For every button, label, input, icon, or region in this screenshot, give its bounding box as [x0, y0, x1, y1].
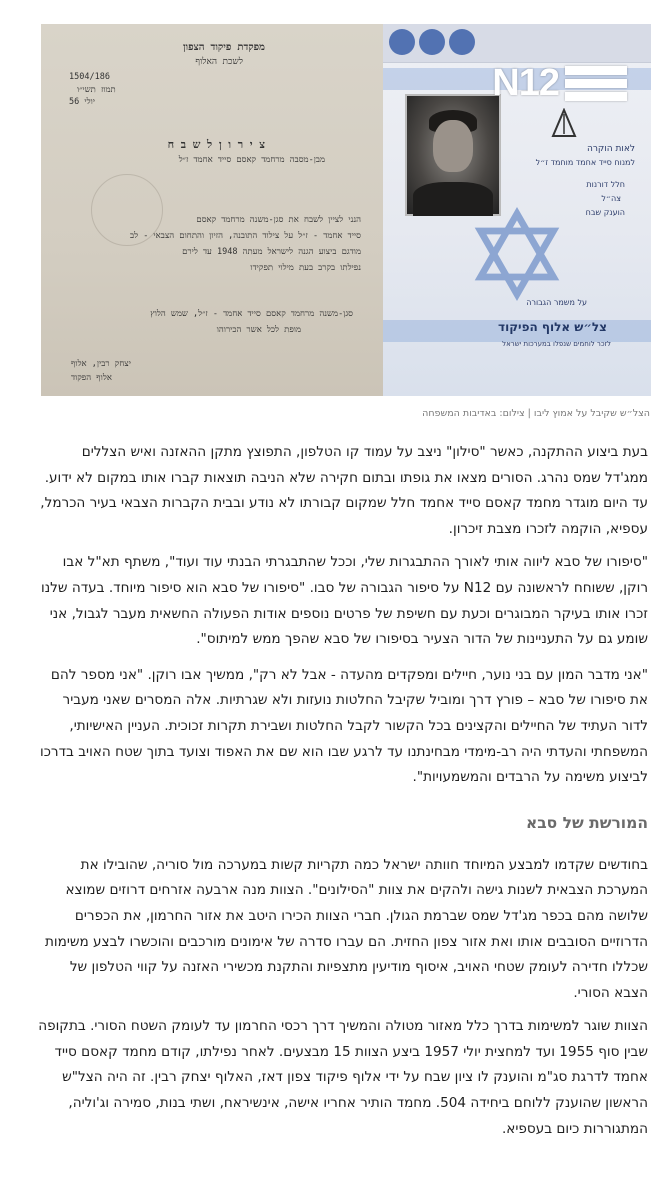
- card-line: לאות הוקרה: [586, 144, 635, 154]
- card-line: חלל דורנות: [586, 180, 625, 189]
- star-of-david-icon: [469, 206, 565, 302]
- citation-letter: [41, 24, 383, 396]
- article-paragraph: בחודשים שקדמו למבצע המיוחד חוותה ישראל כמה תקריות קשות במערכה מול סוריה, שהובילו את המערכת הצבאית לשנות גישה ולהקים את צוות "הסילונים". הצוות מנה ארבעה אזרחים דרוזים שמוצא שלושה מהם בכפר מג'דל שמס שברמת הגולן. חברי הצוות הכירו היטב את אזור החרמון, את הכפרים הדרוזיים הסובבים אותו ואת אזור צפון החזית. הם עברו סדרה של אימונים מורכבים והוכשרו לבצע משימות שכללו חדירה לעומק שטחי האויב, איסוף מודיעין מתצפיות והתקנת מכשירי האזנה על קווי הטלפון של הצבא הסורי.: [44, 856, 648, 1001]
- card-line: למנוח סייד אחמד מוחמד ז״ל: [535, 158, 635, 167]
- letter-ref: 1504/186: [69, 72, 110, 82]
- letter-header-sub: לשכת האלוף: [195, 57, 243, 67]
- card-bottom-title: צל״ש אלוף הפיקוד: [498, 320, 607, 334]
- section-heading: המורשת של סבא: [525, 813, 648, 832]
- card-bottom-line: לזכר לוחמים שנפלו במערכות ישראל: [502, 340, 611, 348]
- card-bottom-line: על משמר הגבורה: [526, 298, 587, 307]
- letter-body-line: מופת לכל אשר הכירוהו: [216, 325, 301, 335]
- letter-ref: תמוז תשי״ו: [77, 85, 116, 95]
- article-body: [36, 440, 648, 1142]
- n12-logo: [492, 61, 627, 104]
- logo-text: N12: [492, 61, 559, 104]
- unit-badge-icon: [389, 29, 415, 55]
- letter-body-line: סגן-משנה מרחמד קאסם סייד אחמד - ז״ל, שמש הלוץ: [150, 309, 353, 319]
- article-paragraph: בעת ביצוע ההתקנה, כאשר "סילון" ניצב על עמוד קו הטלפון, התפוצץ מתקן ההאזנה ואיש הצללים ממג'דל שמס נהרג. הסורים מצאו את גופתו ובתום חקירה שלא הניבה תוצאות קברו אותו במקום לא ידוע. עד היום מוגדר מחמד קאסם סייד אחמד חלל שמקום קבורתו לא נודע ובבית הקברות הצבאי בעיר הכרמל, עספיא, הוקמה לזכרו מצבת זיכרון.: [40, 444, 648, 537]
- unit-badge-icon: [449, 29, 475, 55]
- logo-strip: [383, 24, 651, 63]
- article-paragraph: הצוות שוגר למשימות בדרך כלל מאזור מטולה והמשיך דרך רכסי החרמון עד לעומק השטח הסורי. בתקופה שבין סוף 1955 ועד למחצית יולי 1957 ביצע הצוות 15 מבצעים. לאחר נפילתו, קודם מחמד קאסם סייד אחמד לדרגת סג"מ והוענק לו ציון שבח על ידי אלוף פיקוד צפון דאז, האלוף יצחק רבין. זה היה הצל"ש הראשון שהוענק ללוחם ביחידה 504. מחמד הותיר אחריו אישה, אינשיראח, ושתי בנות, סמירה וג'וליה, המתגוררות כיום בעספיא.: [38, 1018, 648, 1137]
- letter-body-line: הנני לציין לשבח את סגן-משנה מרחמד קאסם: [196, 215, 361, 225]
- letter-body-line: סייד אחמד - ז״ל על צילוד התובנה, הזיון והתחום הצבאי - לב: [130, 231, 361, 241]
- logo-bars-icon: [565, 64, 627, 102]
- letter-subtitle: מבן-מסבה מרחמד קאסם סייד אחמד ז״ל: [178, 155, 325, 165]
- letter-title: צ י ר ו ן ל ש ב ח: [167, 138, 265, 151]
- letter-signature: יצחק רבין, אלוף: [71, 359, 131, 369]
- image-caption: הצל״ש שקיבל על אמוץ ליבו | צילום: באדיבות המשפחה: [422, 408, 650, 419]
- hero-image[interactable]: [41, 24, 651, 396]
- letter-ref: יולי 56: [69, 97, 95, 107]
- article-paragraph: "אני מדבר המון עם בני נוער, חיילים ומפקדים מהעדה - אבל לא רק", ממשיך אבו רוקן. "אני מספר להם את סיפורו של סבא – פורץ דרך ומוביל שקיבל החלטות נועזות ולא שגרתיות. אלה המסרים שאני מעביר לדור העתיד של החיילים והקצינים בכל הקשור לקבל החלטות ושבירת תקרות זכוכית. העניין האישיותי, המשפחתי והעדתי היה רב-מימדי מבחינתנו עד לרגע שבו הוא שם את האפוד וצועד בתוך שטח האויב בדרכו לביצוע משימה על הרבדים והמשמעויות".: [40, 666, 648, 786]
- letter-signature-title: אלוף הפקוד: [71, 373, 112, 383]
- card-line: הוענק שבח: [585, 208, 625, 217]
- portrait-photo: [405, 94, 501, 216]
- card-line: צה״ל: [601, 194, 621, 203]
- letter-body-line: נפילתו בקרב בעת מילוי תפקידו: [250, 263, 361, 273]
- letter-body-line: מודגם ביצוע הגנה לישראל מעתה 1948 עד לירם: [182, 247, 361, 257]
- unit-badge-icon: [419, 29, 445, 55]
- letter-header: מפקדת פיקוד הצפון: [183, 42, 265, 53]
- article-paragraph: "סיפורו של סבא ליווה אותי לאורך ההתבגרות שלי, וככל שהתבגרתי הבנתי עוד ועוד", משתף תא"ל אבו רוקן, ששוחח לראשונה עם N12 על סיפור הגבורה של סבו. "סיפורו של סבא הוא סיפור מיוחד. בעדה שלנו זכרו אותו בעיקר המבוגרים וכעת עם חשיפת של פרטים נוספים אודות הפעולה החשאית מעבר לגבול, אני שומע גם על התעניינות של הדור הצעיר בסיפורו של סבא שהפך ממש למיתוס".: [41, 554, 648, 648]
- idf-emblem-icon: [549, 108, 579, 138]
